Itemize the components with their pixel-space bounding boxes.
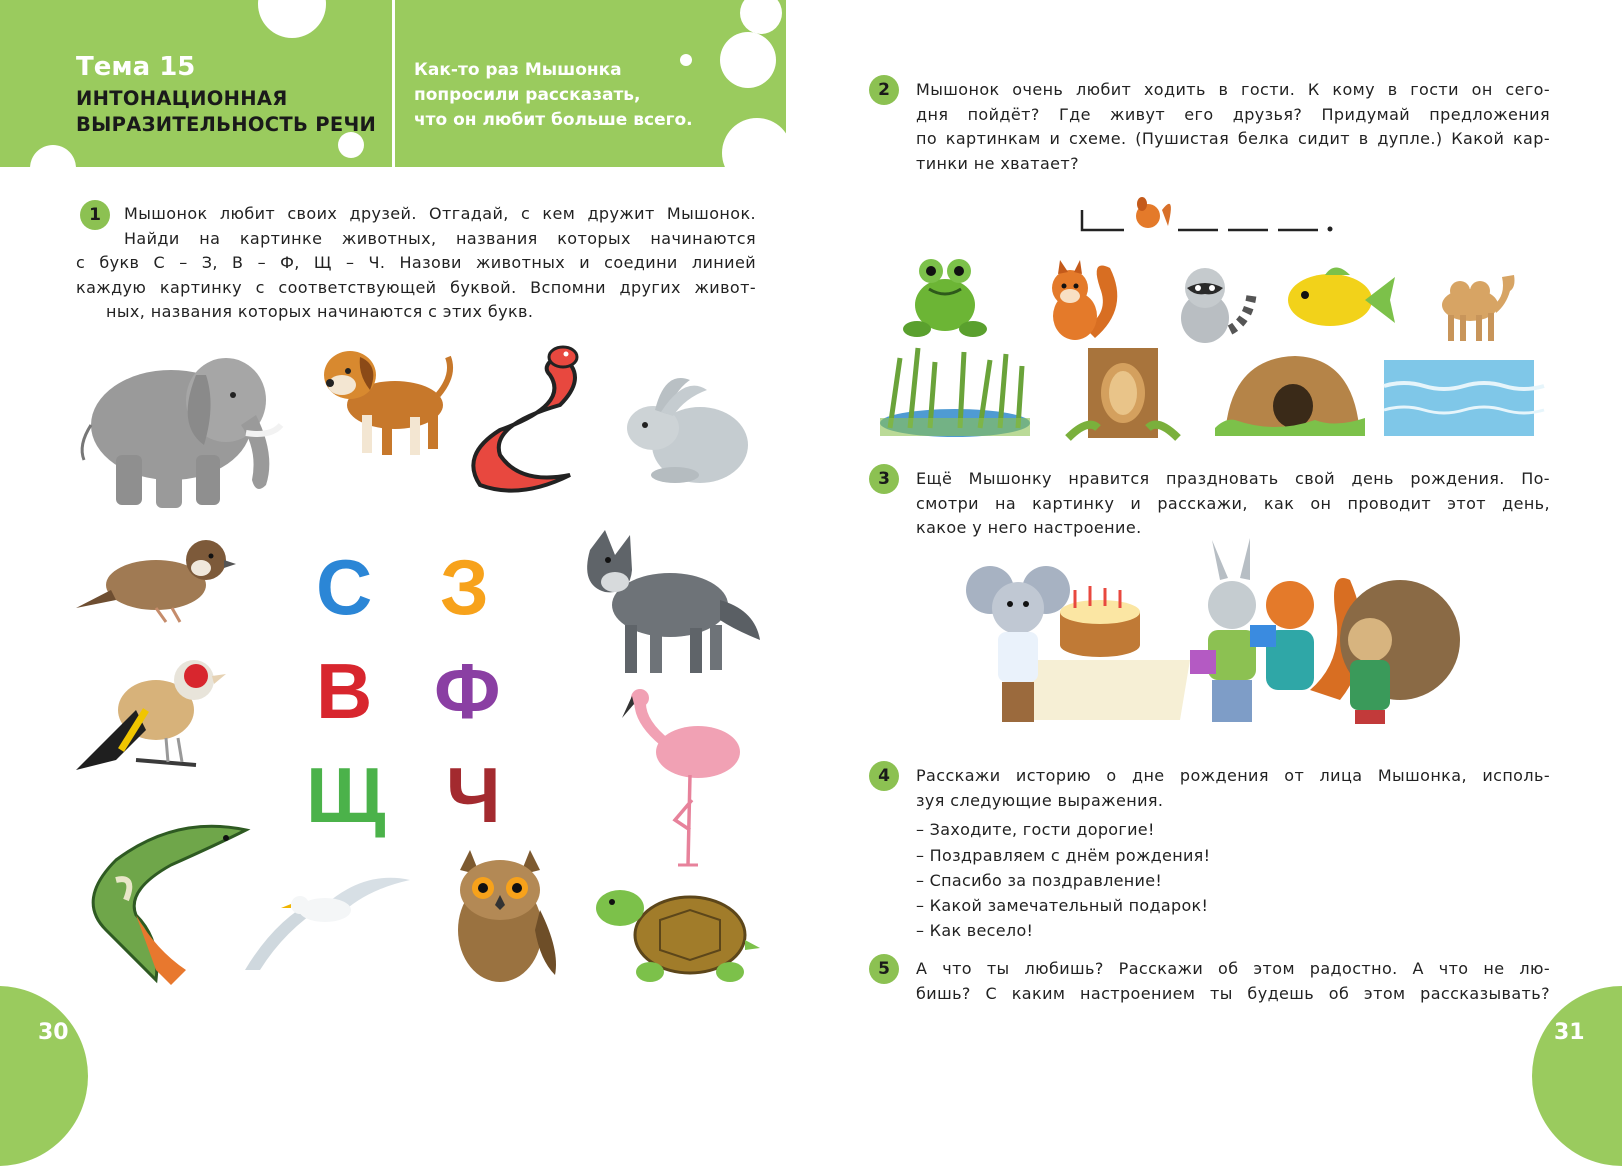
task-2-text	[916, 78, 1550, 176]
tree-hollow-illustration	[1068, 348, 1178, 438]
fish-illustration	[1285, 265, 1395, 335]
phrase-item: – Спасибо за поздравление!	[916, 871, 1163, 890]
task-line: бишь? С каким настроением ты будешь об этом рассказывать?	[916, 983, 1550, 1003]
decor-bubble	[30, 145, 76, 167]
page-number-right: 31	[1554, 1020, 1585, 1045]
page-number-left: 30	[38, 1020, 69, 1045]
burrow-illustration	[1215, 348, 1365, 438]
letter-z: З	[440, 543, 489, 631]
task-line: Мышонок любит своих друзей. Отгадай, с кем дружит Мышонок.	[124, 204, 756, 223]
raccoon-illustration	[1170, 260, 1260, 345]
dog-illustration	[310, 335, 460, 465]
pike-illustration	[76, 820, 256, 990]
header-divider	[392, 0, 395, 167]
task-1-text	[76, 202, 756, 325]
intro-text	[414, 58, 693, 133]
task-number: 1	[80, 200, 110, 230]
sentence-scheme	[1080, 192, 1340, 237]
letter-f: Ф	[434, 647, 501, 735]
task-line: какое у него настроение.	[916, 518, 1142, 537]
wolf-illustration	[570, 530, 760, 680]
intro-line: Как-то раз Мышонка	[414, 60, 622, 80]
turtle-illustration	[590, 880, 760, 990]
task-line: каждую картинку с соответствующей буквой. Вспомни других живот-	[76, 277, 756, 297]
task-line: смотри на картинку и расскажи, как он проводит этот день,	[916, 493, 1550, 513]
letter-v: В	[316, 647, 373, 735]
page-number-circle	[0, 986, 88, 1166]
task-line: Мышонок очень любит ходить в гости. К кому в гости он сего-	[916, 80, 1550, 99]
owl-illustration	[440, 850, 570, 990]
letter-shch: Щ	[306, 751, 386, 839]
flamingo-illustration	[620, 690, 750, 870]
phrase-item: – Какой замечательный подарок!	[916, 896, 1209, 915]
camel-illustration	[1430, 265, 1520, 345]
task-number: 3	[869, 464, 899, 494]
intro-line: что он любит больше всего.	[414, 110, 693, 130]
seagull-illustration	[245, 870, 405, 975]
theme-title-line: ИНТОНАЦИОННАЯ	[76, 87, 288, 110]
decor-bubble	[740, 0, 782, 34]
elephant-illustration	[76, 345, 296, 515]
task-line: с букв С – З, В – Ф, Щ – Ч. Назови животных и соедини линией	[76, 253, 756, 272]
task-line: дня пойдёт? Где живут его друзья? Придумай предложения	[916, 104, 1550, 124]
task-line: тинки не хватает?	[916, 153, 1080, 173]
task-line: по картинкам и схеме. (Пушистая белка сидит в дупле.) Какой кар-	[916, 129, 1550, 148]
water-illustration	[1384, 360, 1534, 436]
task-line: Ещё Мышонку нравится праздновать свой день рождения. По-	[916, 469, 1550, 488]
squirrel-illustration	[1040, 258, 1125, 343]
letter-s: С	[316, 543, 373, 631]
snake-illustration	[460, 335, 600, 505]
decor-bubble	[258, 0, 326, 38]
reeds-pond-illustration	[880, 348, 1030, 436]
theme-title	[76, 86, 376, 138]
task-line: Расскажи историю о дне рождения от лица Мышонка, исполь-	[916, 766, 1550, 785]
letter-ch: Ч	[446, 751, 501, 839]
task-line: Найди на картинке животных, названия которых начинаются	[124, 228, 756, 248]
intro-line: попросили рассказать,	[414, 85, 641, 105]
hare-illustration	[615, 370, 755, 490]
phrase-item: – Заходите, гости дорогие!	[916, 820, 1155, 839]
task-line: ных, названия которых начинаются с этих букв.	[106, 302, 534, 321]
task-number: 4	[869, 761, 899, 791]
phrase-item: – Как весело!	[916, 921, 1034, 940]
theme-title-line: ВЫРАЗИТЕЛЬНОСТЬ РЕЧИ	[76, 113, 377, 136]
task-line: зуя следующие выражения.	[916, 790, 1164, 810]
task-line: А что ты любишь? Расскажи об этом радостно. А что не лю-	[916, 959, 1550, 978]
task-4-text	[916, 764, 1550, 813]
decor-bubble	[720, 32, 776, 88]
decor-bubble	[722, 118, 786, 167]
sparrow-illustration	[76, 530, 226, 630]
frog-illustration	[905, 255, 985, 340]
page-number-circle	[1532, 986, 1622, 1166]
goldfinch-illustration	[76, 650, 226, 800]
theme-header	[0, 0, 786, 167]
phrase-item: – Поздравляем с днём рождения!	[916, 846, 1211, 865]
task-5-text	[916, 957, 1550, 1006]
theme-number: Тема 15	[76, 52, 196, 82]
birthday-party-illustration	[950, 560, 1480, 730]
task-3-text	[916, 467, 1550, 541]
task-number: 5	[869, 954, 899, 984]
task-number: 2	[869, 75, 899, 105]
